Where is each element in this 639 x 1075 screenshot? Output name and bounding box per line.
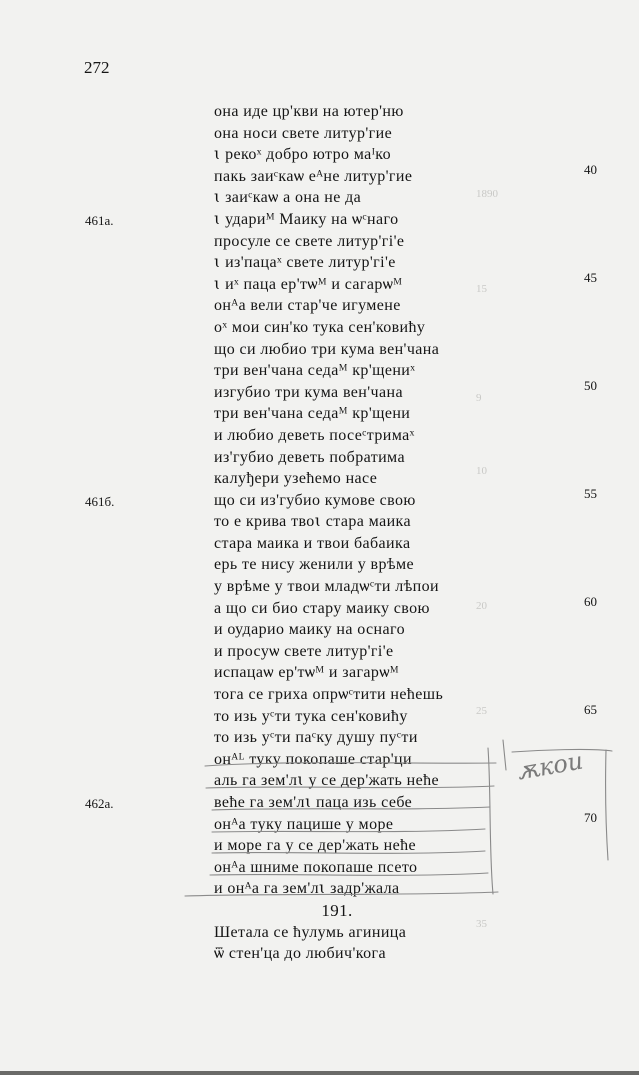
poem-line: пакь заиᶜкаѡ еᴬне литур'гие — [214, 167, 413, 185]
poem-line: изгубио три кума вен'чана — [214, 383, 403, 401]
poem-line: и море га у се дер'жать неће — [214, 837, 416, 855]
show-through-number: 35 — [476, 918, 487, 930]
poem-line: то е крива твоꙇ стара маика — [214, 513, 411, 531]
poem-line: ерь те нису женили у врѣме — [214, 556, 414, 574]
poem-line: а що си био стару маику свою — [214, 599, 430, 617]
poem-line: ѿ стен'ца до любич'кога — [214, 945, 386, 963]
show-through-number: 9 — [476, 392, 482, 404]
poem-line: у врѣме у твои младѡᶜти лѣпои — [214, 578, 439, 596]
poem-line: онᴬа туку пацише у море — [214, 815, 394, 833]
pencil-bracket — [606, 750, 608, 860]
poem-line: испацаѡ ер'тѡᴹ и загарѡᴹ — [214, 664, 399, 682]
page-edge — [0, 1071, 639, 1075]
line-number: 70 — [584, 809, 597, 825]
poem-line: три вен'чана седаᴹ кр'щени — [214, 405, 411, 423]
show-through-number: 10 — [476, 465, 487, 477]
poem-line: три вен'чана седаᴹ кр'щениˣ — [214, 362, 416, 380]
poem-line: то изь уᶜти тука сен'ковићу — [214, 707, 408, 725]
show-through-number: 20 — [476, 600, 487, 612]
pencil-bracket — [503, 740, 506, 770]
manuscript-folio-ref: 461б. — [85, 493, 115, 509]
poem-line: ꙇ заиᶜкаѡ а она не да — [214, 189, 362, 207]
poem-line: ꙇ удариᴹ Маику на ѡᶜнаго — [214, 210, 399, 228]
line-number: 40 — [584, 161, 597, 177]
poem-line: калуђери узећемо насе — [214, 470, 378, 488]
poem-line: онᴬᴸ туку покопаше стар'ци — [214, 750, 412, 768]
show-through-number: 15 — [476, 283, 487, 295]
poem-line: оˣ мои син'ко тука сен'ковићу — [214, 318, 426, 336]
poem-line: що си любио три кума вен'чана — [214, 340, 440, 358]
manuscript-folio-ref: 462a. — [85, 796, 114, 812]
poem-line: стара маика и твои бабаика — [214, 534, 411, 552]
line-number: 45 — [584, 269, 597, 285]
poem-line: и оударио маику на оснаго — [214, 621, 405, 639]
manuscript-folio-ref: 461a. — [85, 213, 114, 228]
poem-line: ꙇ из'пацаˣ свете литур'гі'е — [214, 254, 396, 272]
poem-line: Шетала се ћулумь агиница — [214, 923, 407, 941]
line-number: 60 — [584, 593, 597, 609]
poem-text — [214, 101, 452, 965]
line-number: 65 — [584, 701, 597, 717]
poem-line: то изь уᶜти паᶜку душу пуᶜти — [214, 729, 418, 747]
line-number: 55 — [584, 485, 597, 501]
page-number: 272 — [84, 58, 110, 77]
line-number: 50 — [584, 377, 597, 393]
poem-line: аль га зем'лꙇ у се дер'жать неће — [214, 772, 439, 790]
poem-line: и любио деветь посеᶜтримаˣ — [214, 426, 415, 444]
poem-line: и онᴬа га зем'лꙇ задр'жала — [214, 880, 400, 898]
poem-line: тога се гриха опрѡᶜтити нећешь — [214, 686, 444, 704]
poem-line: ꙇ рекоˣ добро ютро маᴵко — [214, 146, 392, 164]
poem-line: она иде цр'кви на ютер'ню — [214, 103, 404, 120]
show-through-number: 25 — [476, 705, 487, 717]
poem-line: веће га зем'лꙇ паца изь себе — [214, 794, 413, 811]
poem-line: она носи свете литур'гие — [214, 124, 393, 142]
song-number: 191. — [321, 900, 353, 920]
show-through-number: 1890 — [476, 188, 498, 200]
pencil-bracket — [488, 748, 493, 894]
poem-line: ꙇ иˣ паца ер'тѡᴹ и сагарѡᴹ — [214, 275, 403, 293]
poem-line: онᴬа вели стар'че игумене — [214, 297, 401, 315]
poem-line: из'губио деветь побратима — [214, 448, 405, 466]
pencil-note: ѫкои — [515, 746, 586, 786]
poem-line: и просуѡ свете литур'гі'е — [214, 642, 394, 660]
poem-line: що си из'губио кумове свою — [214, 491, 416, 509]
poem-line: просуле се свете литур'гі'е — [214, 232, 405, 250]
poem-line: онᴬа шниме покопаше псето — [214, 858, 418, 876]
